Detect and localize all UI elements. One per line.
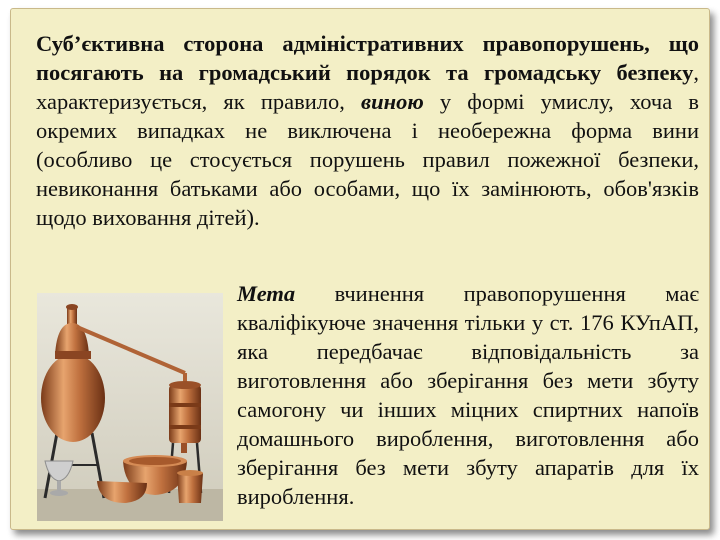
paragraph-text: у формі умислу, хоча в окремих випадках не виключена і необережна форма вини (особливо це стосується порушень правил пожежної безпеки, невиконання батьками або особами, що їх замінюють, обов'язків щодо виховання дітей).	[36, 89, 699, 230]
paragraph-heading: Суб’єктивна сторона адміністративних правопорушень, що посягають на громадський порядок та громадську безпеку	[36, 31, 699, 85]
paragraph-purpose	[237, 279, 699, 511]
paragraph-text: вчинення правопорушення має кваліфікуюче значення тільки у ст. 176 КУпАП, яка передбачає відповідальність за виготовлення або зберігання без мети збуту самогону чи інших міцних спиртних напоїв домашнього вироблення, виготовлення або зберігання без мети збуту апаратів для їх вироблення.	[237, 281, 699, 509]
emphasis-purpose: Мета	[237, 281, 296, 306]
paragraph-text: , характеризується, як правило,	[36, 60, 699, 114]
slide-frame	[10, 8, 710, 530]
paragraph-subjective-side	[36, 29, 699, 232]
emphasis-guilt: виною	[361, 89, 424, 114]
copper-still-image	[37, 293, 223, 521]
